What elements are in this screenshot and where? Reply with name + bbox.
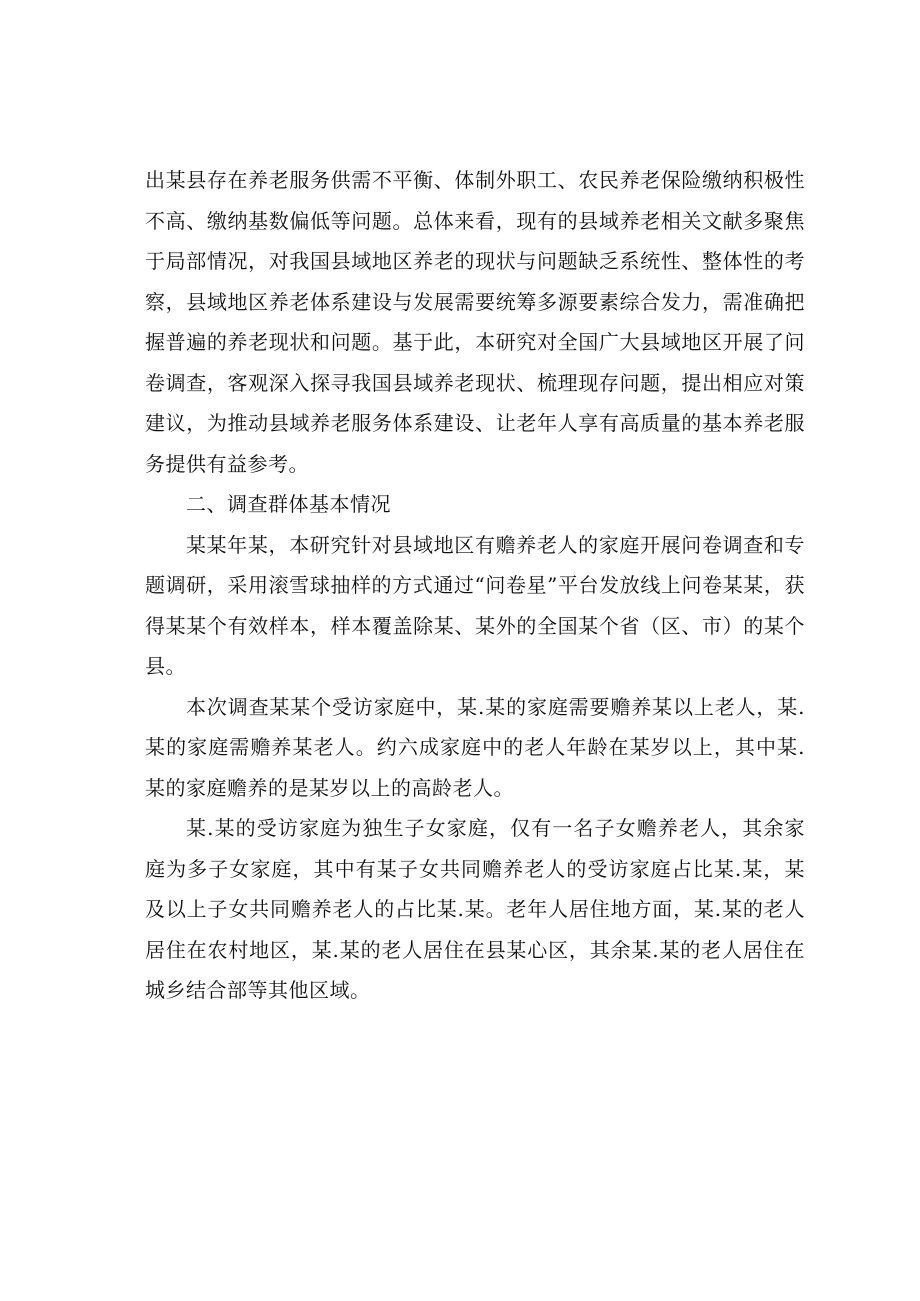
section-heading: 二、调查群体基本情况 — [186, 492, 391, 516]
document-body — [145, 160, 805, 1011]
paragraph-intro-continued: 出某县存在养老服务供需不平衡、体制外职工、农民养老保险缴纳积极性不高、缴纳基数偏低等问题。总体来看，现有的县域养老相关文献多聚焦于局部情况，对我国县域地区养老的现状与问题缺乏系统性、整体性的考察，县域地区养老体系建设与发展需要统筹多源要素综合发力，需准确把握普遍的养老现状和问题。基于此，本研究对全国广大县域地区开展了问卷调查，客观深入探寻我国县域养老现状、梳理现存问题，提出相应对策建议，为推动县域养老服务体系建设、让老年人享有高质量的基本养老服务提供有益参考。 — [145, 168, 805, 476]
paragraph-household-elderly: 本次调查某某个受访家庭中，某.某的家庭需要赡养某以上老人，某.某的家庭需赡养某老人。约六成家庭中的老人年龄在某岁以上，其中某.某的家庭赡养的是某岁以上的高龄老人。 — [145, 694, 805, 800]
paragraph-household-structure: 某.某的受访家庭为独生子女家庭，仅有一名子女赡养老人，其余家庭为多子女家庭，其中有某子女共同赡养老人的受访家庭占比某.某，某及以上子女共同赡养老人的占比某.某。老年人居住地方面，某.某的老人居住在农村地区，某.某的老人居住在县某心区，其余某.某的老人居住在城乡结合部等其他区域。 — [145, 816, 805, 1002]
paragraph-survey-method: 某某年某，本研究针对县域地区有赡养老人的家庭开展问卷调查和专题调研，采用滚雪球抽样的方式通过“问卷星”平台发放线上问卷某某，获得某某个有效样本，样本覆盖除某、某外的全国某个省（区、市）的某个县。 — [145, 532, 805, 678]
